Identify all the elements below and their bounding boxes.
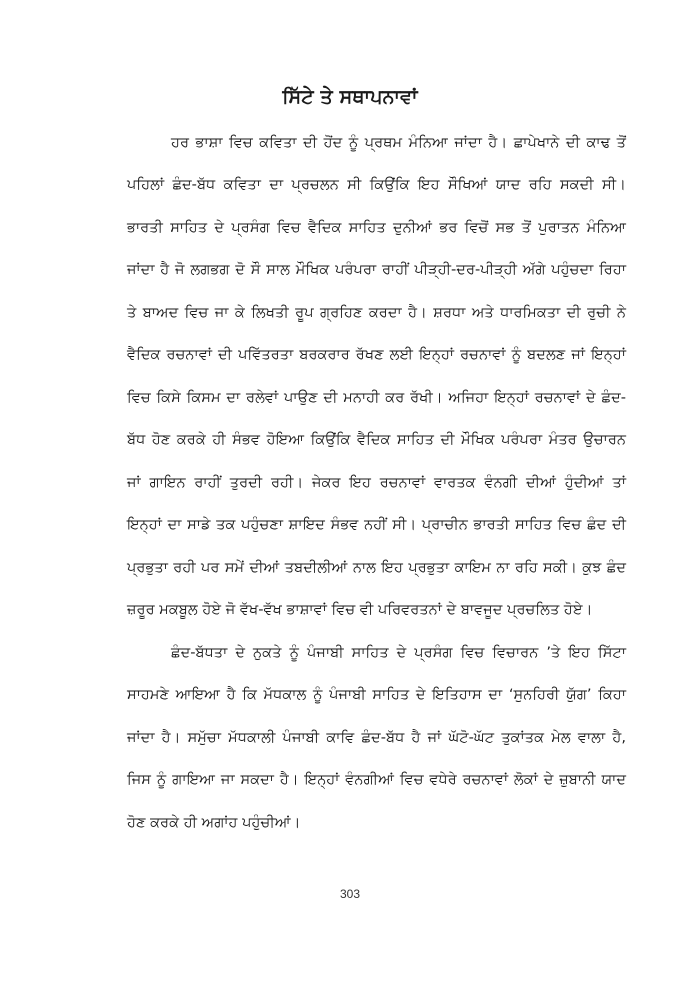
paragraph-1-line-9: ਜਾਂ ਗਾਇਨ ਰਾਹੀਂ ਤੁਰਦੀ ਰਹੀ। ਜੇਕਰ ਇਹ ਰਚਨਾਵਾਂ ਵਾਰਤਕ ਵੰਨਗੀ ਦੀਆਂ ਹੁੰਦੀਆਂ ਤਾਂ (127, 474, 626, 491)
paragraph-1-line-11: ਪ੍ਰਭੁਤਾ ਰਹੀ ਪਰ ਸਮੇਂ ਦੀਆਂ ਤਬਦੀਲੀਆਂ ਨਾਲ ਇਹ ਪ੍ਰਭੁਤਾ ਕਾਇਮ ਨਾ ਰਹਿ ਸਕੀ। ਕੁਝ ਛੰਦ (127, 559, 626, 576)
paragraph-1-line-1: ਹਰ ਭਾਸ਼ਾ ਵਿਚ ਕਵਿਤਾ ਦੀ ਹੋਂਦ ਨੂੰ ਪ੍ਰਥਮ ਮੰਨਿਆ ਜਾਂਦਾ ਹੈ। ਛਾਪੇਖਾਨੇ ਦੀ ਕਾਢ ਤੋਂ (171, 134, 626, 151)
paragraph-1-line-8: ਬੱਧ ਹੋਣ ਕਰਕੇ ਹੀ ਸੰਭਵ ਹੋਇਆ ਕਿਉਂਕਿ ਵੈਦਿਕ ਸਾਹਿਤ ਦੀ ਮੌਖਿਕ ਪਰੰਪਰਾ ਮੰਤਰ ਉਚਾਰਨ (127, 431, 626, 448)
paragraph-1-line-7: ਵਿਚ ਕਿਸੇ ਕਿਸਮ ਦਾ ਰਲੇਵਾਂ ਪਾਉਣ ਦੀ ਮਨਾਹੀ ਕਰ ਰੱਖੀ। ਅਜਿਹਾ ਇਨ੍ਹਾਂ ਰਚਨਾਵਾਂ ਦੇ ਛੰਦ- (127, 389, 626, 406)
page-number: 303 (339, 887, 361, 901)
paragraph-2-line-2: ਸਾਹਮਣੇ ਆਇਆ ਹੈ ਕਿ ਮੱਧਕਾਲ ਨੂੰ ਪੰਜਾਬੀ ਸਾਹਿਤ ਦੇ ਇਤਿਹਾਸ ਦਾ ‘ਸੁਨਹਿਰੀ ਯੁੱਗ’ ਕਿਹਾ (127, 686, 626, 703)
paragraph-1-line-4: ਜਾਂਦਾ ਹੈ ਜੋ ਲਗਭਗ ਦੋ ਸੌ ਸਾਲ ਮੌਖਿਕ ਪਰੰਪਰਾ ਰਾਹੀਂ ਪੀੜ੍ਹੀ-ਦਰ-ਪੀੜ੍ਹੀ ਅੱਗੇ ਪਹੁੰਚਦਾ ਰਿਹਾ (127, 261, 626, 278)
paragraph-2-line-5: ਹੋਣ ਕਰਕੇ ਹੀ ਅਗਾਂਹ ਪਹੁੰਚੀਆਂ। (127, 814, 301, 831)
paragraph-1-line-6: ਵੈਦਿਕ ਰਚਨਾਵਾਂ ਦੀ ਪਵਿੱਤਰਤਾ ਬਰਕਰਾਰ ਰੱਖਣ ਲਈ ਇਨ੍ਹਾਂ ਰਚਨਾਵਾਂ ਨੂੰ ਬਦਲਣ ਜਾਂ ਇਨ੍ਹਾਂ (127, 346, 626, 363)
paragraph-2-line-1: ਛੰਦ-ਬੱਧਤਾ ਦੇ ਨੁਕਤੇ ਨੂੰ ਪੰਜਾਬੀ ਸਾਹਿਤ ਦੇ ਪ੍ਰਸੰਗ ਵਿਚ ਵਿਚਾਰਨ ’ਤੇ ਇਹ ਸਿੱਟਾ (171, 644, 626, 661)
paragraph-1-line-10: ਇਨ੍ਹਾਂ ਦਾ ਸਾਡੇ ਤਕ ਪਹੁੰਚਣਾ ਸ਼ਾਇਦ ਸੰਭਵ ਨਹੀਂ ਸੀ। ਪ੍ਰਾਚੀਨ ਭਾਰਤੀ ਸਾਹਿਤ ਵਿਚ ਛੰਦ ਦੀ (127, 516, 626, 533)
paragraph-1-line-12: ਜ਼ਰੂਰ ਮਕਬੂਲ ਹੋਏ ਜੋ ਵੱਖ-ਵੱਖ ਭਾਸ਼ਾਵਾਂ ਵਿਚ ਵੀ ਪਰਿਵਰਤਨਾਂ ਦੇ ਬਾਵਜੂਦ ਪ੍ਰਚਲਿਤ ਹੋਏ। (127, 601, 593, 618)
paragraph-2-line-4: ਜਿਸ ਨੂੰ ਗਾਇਆ ਜਾ ਸਕਦਾ ਹੈ। ਇਨ੍ਹਾਂ ਵੰਨਗੀਆਂ ਵਿਚ ਵਧੇਰੇ ਰਚਨਾਵਾਂ ਲੋਕਾਂ ਦੇ ਜ਼ੁਬਾਨੀ ਯਾਦ (127, 771, 626, 788)
paragraph-1-line-3: ਭਾਰਤੀ ਸਾਹਿਤ ਦੇ ਪ੍ਰਸੰਗ ਵਿਚ ਵੈਦਿਕ ਸਾਹਿਤ ਦੁਨੀਆਂ ਭਰ ਵਿਚੋਂ ਸਭ ਤੋਂ ਪੁਰਾਤਨ ਮੰਨਿਆ (127, 219, 626, 236)
paragraph-1-line-5: ਤੇ ਬਾਅਦ ਵਿਚ ਜਾ ਕੇ ਲਿਖਤੀ ਰੂਪ ਗ੍ਰਹਿਣ ਕਰਦਾ ਹੈ। ਸ਼ਰਧਾ ਅਤੇ ਧਾਰਮਿਕਤਾ ਦੀ ਰੁਚੀ ਨੇ (127, 304, 626, 321)
paragraph-2-line-3: ਜਾਂਦਾ ਹੈ। ਸਮੁੱਚਾ ਮੱਧਕਾਲੀ ਪੰਜਾਬੀ ਕਾਵਿ ਛੰਦ-ਬੱਧ ਹੈ ਜਾਂ ਘੱਟੋ-ਘੱਟ ਤੁਕਾਂਤਕ ਮੇਲ ਵਾਲਾ ਹੈ, (127, 729, 626, 746)
section-title: ਸਿੱਟੇ ਤੇ ਸਥਾਪਨਾਵਾਂ (282, 86, 418, 108)
paragraph-1-line-2: ਪਹਿਲਾਂ ਛੰਦ-ਬੱਧ ਕਵਿਤਾ ਦਾ ਪ੍ਰਚਲਨ ਸੀ ਕਿਉਂਕਿ ਇਹ ਸੌਖਿਆਂ ਯਾਦ ਰਹਿ ਸਕਦੀ ਸੀ। (127, 176, 626, 193)
